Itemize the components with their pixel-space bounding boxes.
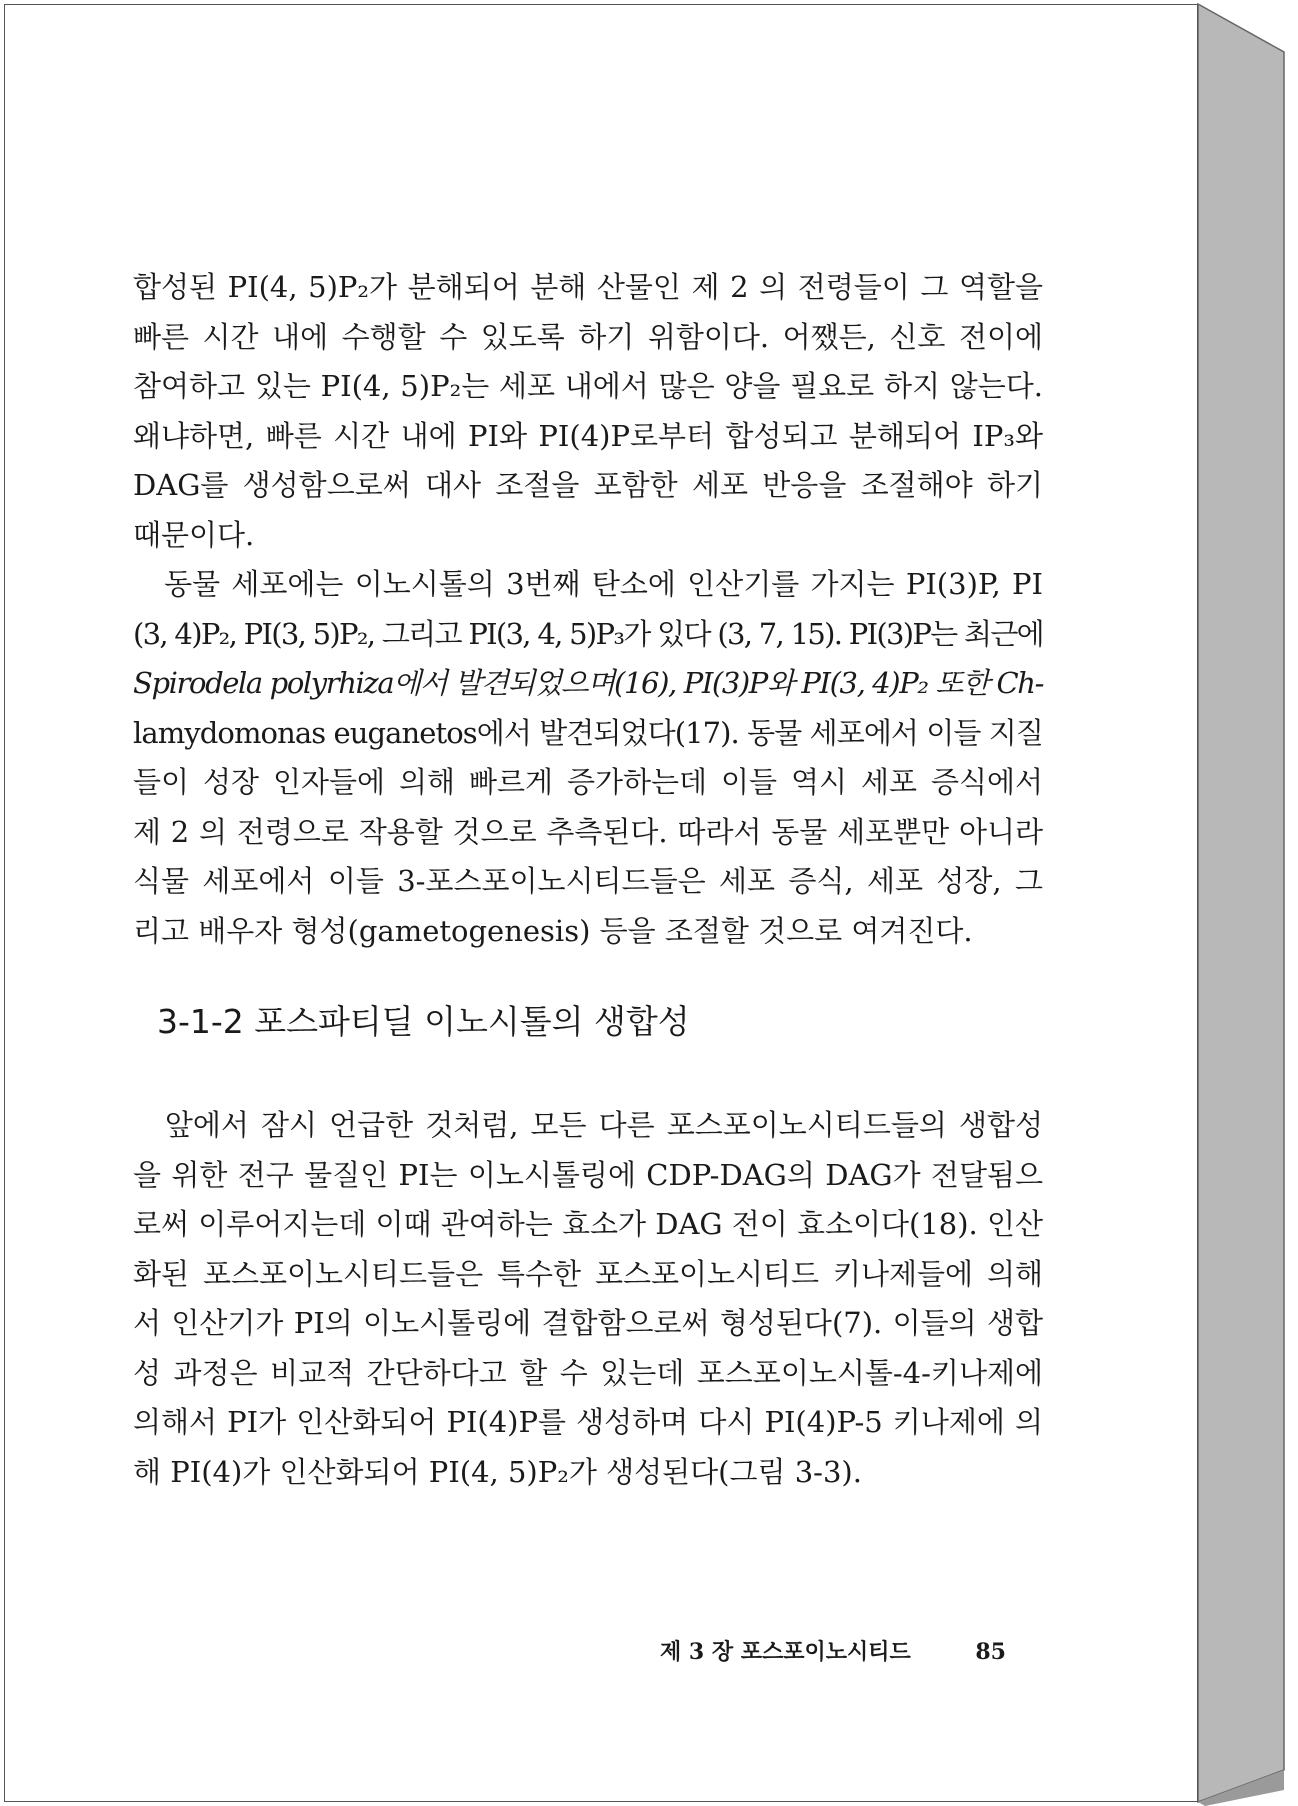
text-line: 동물 세포에는 이노시톨의 3번째 탄소에 인산기를 가지는 PI(3)P, PI [133, 567, 1043, 601]
text-line: 제 2 의 전령으로 작용할 것으로 추측된다. 따라서 동물 세포뿐만 아니라 [133, 814, 1043, 849]
text-line: 들이 성장 인자들에 의해 빠르게 증가하는데 이들 역시 세포 증식에서 [133, 765, 1043, 799]
text-line: (3, 4)P₂, PI(3, 5)P₂, 그리고 PI(3, 4, 5)P₃가 있다 (3, 7, 15). PI(3)P는 최근에 [133, 616, 1043, 651]
text-line: 리고 배우자 형성(gametogenesis) 등을 조절할 것으로 여겨진다. [133, 913, 973, 948]
text-line: 식물 세포에서 이들 3-포스포이노시티드들은 세포 증식, 세포 성장, 그 [133, 864, 1043, 898]
text-line: 을 위한 전구 물질인 PI는 이노시톨링에 CDP-DAG의 DAG가 전달됨으 [133, 1157, 1043, 1192]
text-line: 의해서 PI가 인산화되어 PI(4)P를 생성하며 다시 PI(4)P-5 키나제에 의 [133, 1405, 1043, 1439]
text-line: Spirodela polyrhiza에서 발견되었으며(16), PI(3)P와 PI(3, 4)P₂ 또한 Ch- [133, 666, 1043, 700]
text-line: DAG를 생성함으로써 대사 조절을 포함한 세포 반응을 조절해야 하기 [133, 468, 1043, 502]
text-line: 빠른 시간 내에 수행할 수 있도록 하기 위함이다. 어쨌든, 신호 전이에 [133, 319, 1043, 354]
text-line: 성 과정은 비교적 간단하다고 할 수 있는데 포스포이노시톨-4-키나제에 [133, 1355, 1043, 1390]
text-line: 서 인산기가 PI의 이노시톨링에 결합함으로써 형성된다(7). 이들의 생합 [133, 1306, 1043, 1340]
text-line: 앞에서 잠시 언급한 것처럼, 모든 다른 포스포이노시티드들의 생합성 [133, 1108, 1043, 1142]
text-line: 합성된 PI(4, 5)P₂가 분해되어 분해 산물인 제 2 의 전령들이 그 역할을 [133, 270, 1043, 304]
text-line: 참여하고 있는 PI(4, 5)P₂는 세포 내에서 많은 양을 필요로 하지 않는다. [133, 369, 1043, 403]
text-line: 해 PI(4)가 인산화되어 PI(4, 5)P₂가 생성된다(그림 3-3). [133, 1454, 862, 1489]
text-line: 왜냐하면, 빠른 시간 내에 PI와 PI(4)P로부터 합성되고 분해되어 IP₃와 [133, 418, 1043, 453]
body-text-block-1 [133, 263, 1043, 956]
text-line: 때문이다. [133, 517, 255, 552]
text-line: lamydomonas euganetos에서 발견되었다(17). 동물 세포에서 이들 지질 [133, 715, 1043, 750]
page-footer [660, 1630, 1006, 1674]
page-number: 85 [975, 1639, 1006, 1665]
text-line: 화된 포스포이노시티드들은 특수한 포스포이노시티드 키나제들에 의해 [133, 1256, 1043, 1291]
body-text-block-2 [133, 1101, 1043, 1497]
running-chapter-title: 제 3 장 포스포이노시티드 [660, 1639, 911, 1665]
text-line: 로써 이루어지는데 이때 관여하는 효소가 DAG 전이 효소이다(18). 인산 [133, 1207, 1043, 1241]
section-heading: 3-1-2 포스파티딜 이노시톨의 생합성 [157, 1002, 690, 1041]
